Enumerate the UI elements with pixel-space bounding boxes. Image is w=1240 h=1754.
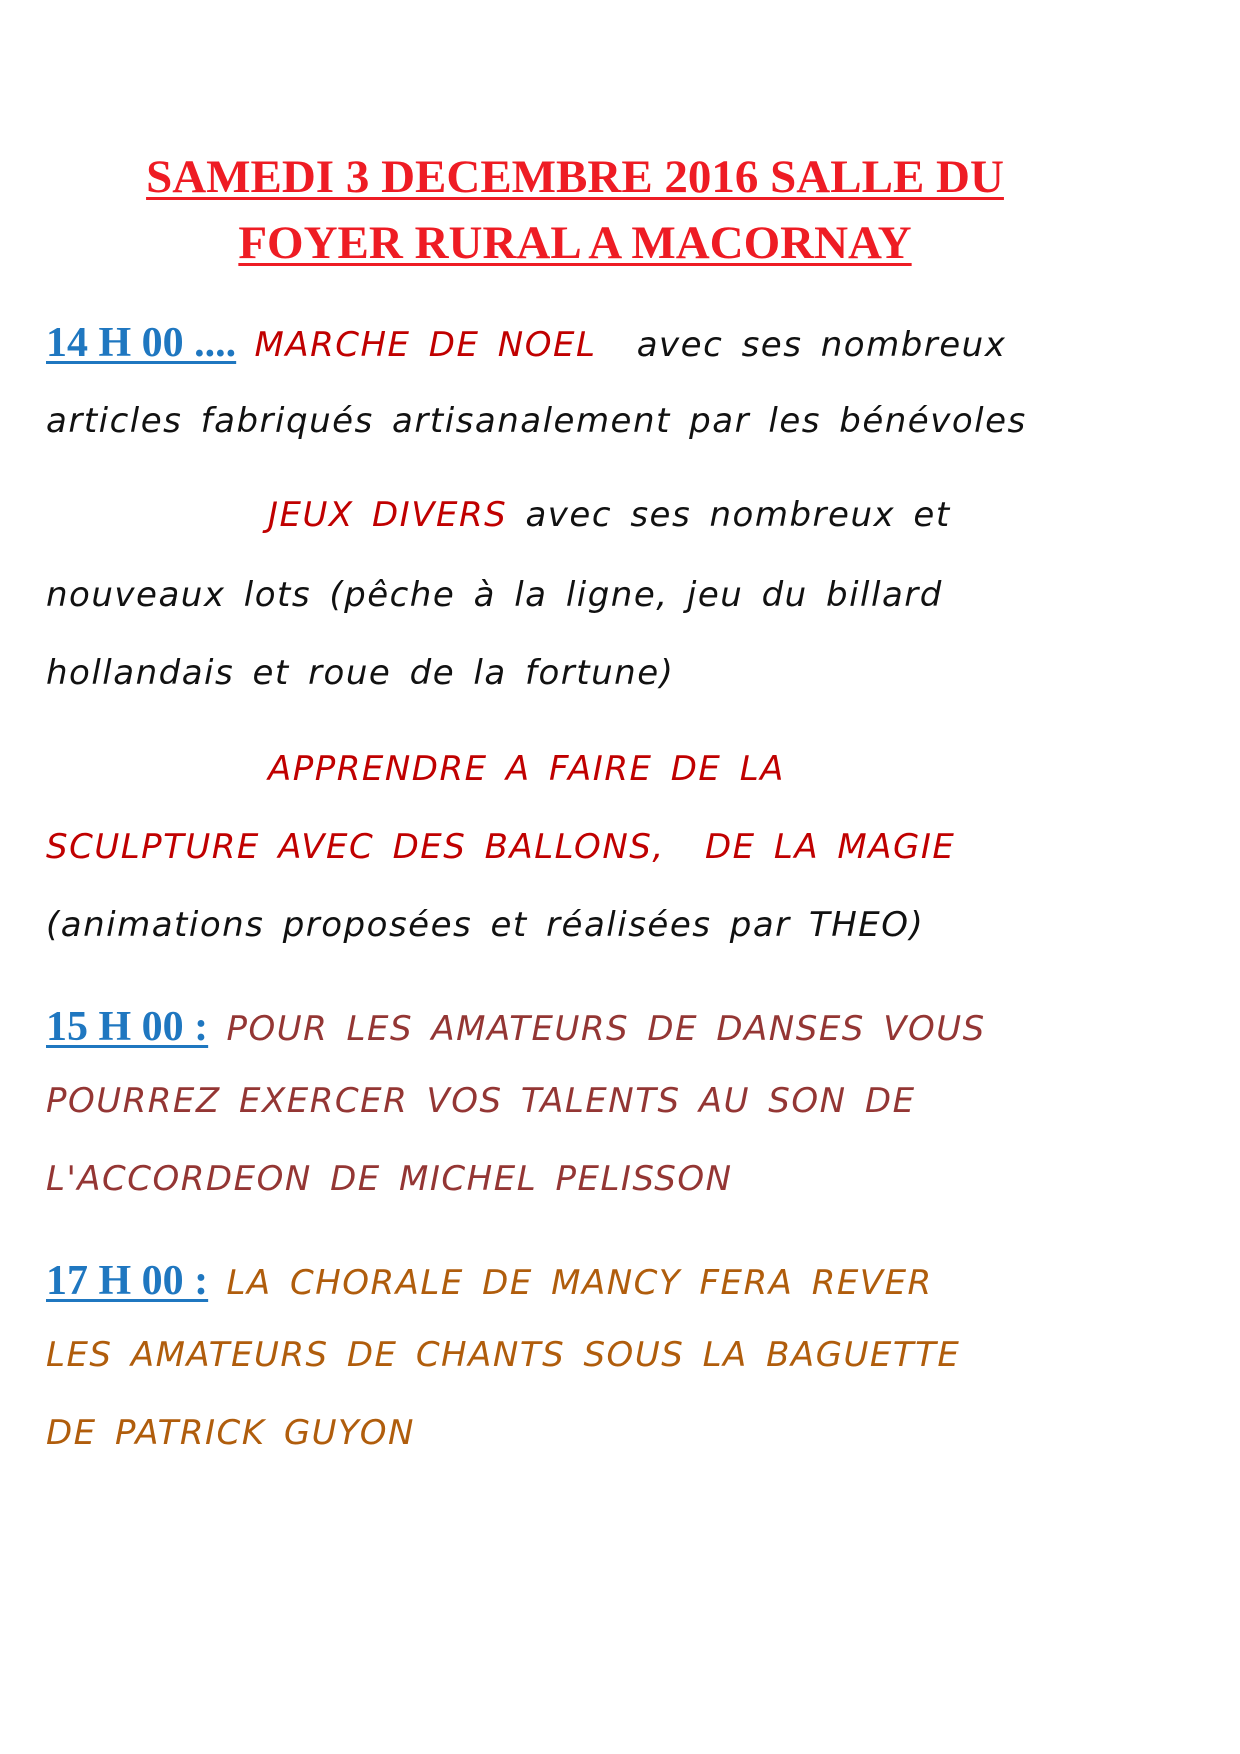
section-1700-text-1: LA CHORALE DE MANCY FERA REVER — [226, 1263, 933, 1303]
apprendre-line-1: APPRENDRE A FAIRE DE LA — [268, 749, 785, 789]
section-1700-line-3: DE PATRICK GUYON — [46, 1413, 415, 1453]
section-1400-line-4: nouveaux lots (pêche à la ligne, jeu du billard — [46, 575, 943, 615]
jeux-divers-description: avec ses nombreux et — [525, 495, 951, 535]
section-1500-line-3: L'ACCORDEON DE MICHEL PELISSON — [46, 1159, 733, 1199]
title-line-1: SAMEDI 3 DECEMBRE 2016 SALLE DU — [146, 151, 1004, 203]
jeux-divers-highlight: JEUX DIVERS — [268, 495, 508, 535]
magie-text: DE LA MAGIE — [704, 827, 956, 867]
section-1400-line-8: (animations proposées et réalisées par THEO) — [46, 905, 925, 945]
jeux-divers-line — [268, 495, 951, 535]
time-1500: 15 H 00 : — [46, 1004, 209, 1050]
section-1700-line-1 — [46, 1260, 933, 1302]
section-1400-line-1 — [46, 322, 1006, 364]
sculpture-text: SCULPTURE AVEC DES BALLONS, — [46, 827, 665, 867]
section-1400-line-2: articles fabriqués artisanalement par les bénévoles — [46, 401, 1027, 441]
time-1700: 17 H 00 : — [46, 1258, 209, 1304]
marche-description: avec ses nombreux — [636, 325, 1007, 365]
marche-de-noel-highlight: MARCHE DE NOEL — [254, 325, 597, 365]
apprendre-line-2 — [46, 827, 956, 867]
section-1500-line-2: POURREZ EXERCER VOS TALENTS AU SON DE — [46, 1081, 916, 1121]
title-line-2: FOYER RURAL A MACORNAY — [238, 217, 912, 269]
section-1500-text-1: POUR LES AMATEURS DE DANSES VOUS — [226, 1009, 986, 1049]
section-1500-line-1 — [46, 1006, 986, 1048]
section-1400-line-5: hollandais et roue de la fortune) — [46, 653, 675, 693]
section-1700-line-2: LES AMATEURS DE CHANTS SOUS LA BAGUETTE — [46, 1335, 961, 1375]
time-1400: 14 H 00 .... — [46, 320, 237, 366]
